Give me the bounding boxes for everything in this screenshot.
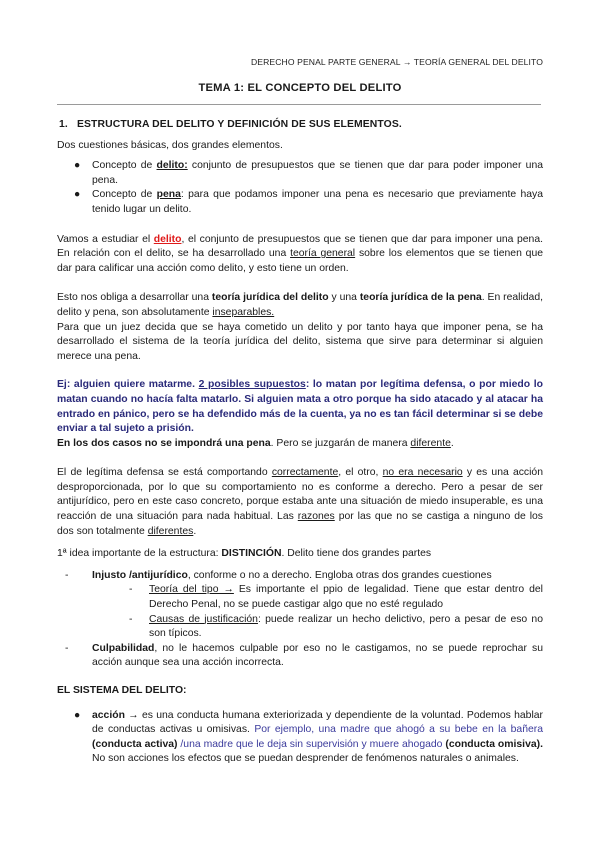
- label-conducta-activa: (conducta activa): [92, 738, 178, 750]
- structure-list: [57, 569, 543, 584]
- term-teoria-delito: teoría jurídica del delito: [211, 292, 329, 304]
- bullet-icon: ●: [74, 709, 81, 721]
- example-omisiva: /una madre que le deja sin supervisión y muere ahogado: [177, 738, 443, 750]
- term-distincion: DISTINCIÓN: [221, 548, 282, 560]
- text-span: Es importante el ppio de legalidad. Tiene que estar dentro del Derecho Penal, no se puede castigar algo que no esté regulado: [149, 584, 543, 611]
- term-accion: acción: [92, 709, 125, 721]
- sublist-item-tipo: [57, 583, 543, 612]
- list-item-pena: [57, 188, 543, 217]
- dash-marker: -: [129, 613, 133, 625]
- dash-marker: -: [129, 584, 133, 596]
- text-span: . En realidad, delito y pena, son absolutamente: [57, 292, 543, 318]
- term-supuestos: 2 posibles supuestos: [198, 379, 306, 391]
- text-span: sobre los elementos que se tienen que dar para calificar una acción como delito, y esto tiene un orden.: [57, 248, 544, 274]
- example-activa: Por ejemplo, una madre que ahogó a su bebe en la bañera: [254, 724, 543, 736]
- text-span: por las que no se castiga a ninguno de los dos son totalmente: [57, 511, 543, 537]
- dash-marker: -: [65, 569, 69, 581]
- bullet-icon: ●: [74, 160, 81, 172]
- text-span: Vamos a estudiar el: [57, 233, 154, 245]
- text-span: → es una conducta humana exteriorizada y dependiente de la voluntad. Podemos hablar de conductas activas u omisivas.: [92, 709, 543, 736]
- text-span: .: [193, 525, 197, 537]
- paragraph-legitima-defensa: [57, 466, 543, 539]
- text-span: .: [450, 437, 454, 449]
- list-item-culpabilidad: [57, 642, 543, 671]
- list-item-injusto: [57, 569, 543, 584]
- title-divider: [57, 104, 541, 105]
- term-diferentes: diferentes: [147, 525, 194, 537]
- text-span: y una: [328, 292, 360, 304]
- section-number: 1.: [59, 119, 68, 130]
- term-delito: delito:: [156, 160, 188, 172]
- term-teoria-pena: teoría jurídica de la pena: [359, 292, 482, 304]
- term-delito-highlight: delito: [153, 233, 182, 245]
- section-heading-2: EL SISTEMA DEL DELITO:: [57, 685, 187, 696]
- term-razones: razones: [297, 511, 335, 523]
- paragraph-teorias: [57, 291, 543, 320]
- concept-list: [57, 159, 543, 217]
- paragraph-juez: Para que un juez decida que se haya cometido un delito y por tanto haya que imponer pena, se ha desarrollado el sistema de la teoría jurídica del delito, sistema que sirve para determinar si alguien merece una pena.: [57, 321, 543, 362]
- text-span: Concepto de: [92, 160, 157, 172]
- structure-list-2: [57, 642, 543, 671]
- text-span: : para que podamos imponer una pena es necesario que previamente haya tenido lugar un delito.: [92, 189, 543, 215]
- text-span: No son acciones los efectos que se puedan desprender de fenómenos naturales o animales.: [92, 753, 519, 765]
- term-injusto: Injusto /antijurídico: [92, 569, 188, 581]
- paragraph-estudio: [57, 233, 543, 277]
- text-span: , no le hacemos culpable por eso no le castigamos, no se puede reprochar su acción aunque sea una acción incorrecta.: [92, 642, 543, 669]
- section-title: ESTRUCTURA DEL DELITO Y DEFINICIÓN DE SUS ELEMENTOS.: [77, 119, 402, 130]
- text-span: 1ª idea importante de la estructura:: [57, 548, 222, 560]
- text-span: Esto nos obliga a desarrollar una: [57, 292, 212, 304]
- term-causas-justificacion: Causas de justificación: [149, 613, 258, 625]
- document-body: [57, 111, 543, 767]
- text-span: : puede realizar un hecho delictivo, pero a pesar de eso no son típicos.: [149, 613, 543, 640]
- section-heading-1: [57, 118, 543, 133]
- term-diferente: diferente: [410, 437, 451, 449]
- injusto-sublist: [57, 583, 543, 641]
- term-teoria-general: teoría general: [290, 248, 356, 260]
- text-span: , conforme o no a derecho. Engloba otras dos grandes cuestiones: [187, 569, 492, 581]
- sublist-item-justificacion: [57, 613, 543, 642]
- term-culpabilidad: Culpabilidad: [92, 642, 155, 654]
- term-correctamente: correctamente: [271, 467, 339, 479]
- list-item-accion: [57, 709, 543, 767]
- example-conclusion: [57, 437, 543, 452]
- term-teoria-tipo: Teoría del tipo →: [149, 584, 234, 596]
- text-span: Ej: alguien quiere matarme.: [57, 379, 199, 391]
- paragraph-distincion: [57, 547, 543, 562]
- bullet-icon: ●: [74, 189, 81, 201]
- dash-marker: -: [65, 642, 69, 654]
- text-span: Concepto de: [92, 189, 157, 201]
- text-span: : lo matan por legítima defensa, o por miedo lo matan cuando no hacía falta matarlo. Si alguien mata a otro porque ha sido atacado y al atacar ha entrado en pánico, pero se ha defendido más de la cuenta, ya no es tan fácil determinar si se debe enviar a tal sujeto a prisión.: [57, 379, 543, 435]
- term-inseparables: inseparables.: [212, 306, 275, 318]
- example-paragraph: [57, 378, 543, 436]
- text-span: El de legítima defensa se está comportando: [57, 467, 272, 479]
- text-span: y es una acción desproporcionada, por lo que su comportamiento no es conforme a derecho. Pero a pesar de ser antijurídico, pero en este caso concreto, porque estaba ante una situación de miedo insuperable, es una reacción de una situación para nada habitual. Las: [57, 467, 543, 523]
- running-header: DERECHO PENAL PARTE GENERAL → TEORÍA GENERAL DEL DELITO: [250, 57, 543, 67]
- intro-paragraph: Dos cuestiones básicas, dos grandes elementos.: [57, 139, 283, 151]
- term-no-necesario: no era necesario: [382, 467, 463, 479]
- text-span: , el otro,: [338, 467, 383, 479]
- text-span: , el conjunto de presupuestos que se tienen que dar para imponer una pena. En relación con el delito, se ha desarrollado una: [57, 233, 543, 260]
- label-conducta-omisiva: (conducta omisiva).: [442, 738, 543, 750]
- term-pena: pena: [156, 189, 181, 201]
- text-span: . Delito tiene dos grandes partes: [281, 548, 432, 560]
- page-title: TEMA 1: EL CONCEPTO DEL DELITO: [198, 82, 402, 94]
- text-span: . Pero se juzgarán de manera: [270, 437, 411, 449]
- list-item-delito: [57, 159, 543, 188]
- system-list: [57, 709, 543, 767]
- text-span: conjunto de presupuestos que se tienen que dar para poder imponer una pena.: [92, 160, 543, 186]
- text-span: En los dos casos no se impondrá una pena: [57, 437, 271, 449]
